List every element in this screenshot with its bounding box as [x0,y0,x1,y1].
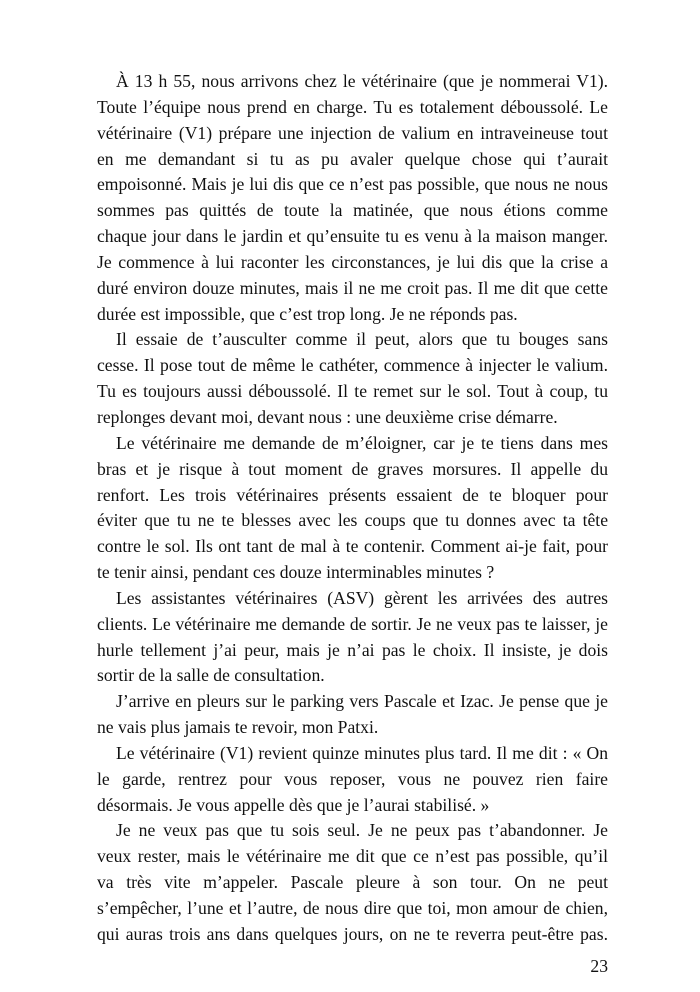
text-line: duré environ douze minutes, mais il ne me croit pas. Il me dit que cette [97,277,608,298]
text-line: sommes pas quittés de toute la matinée, que nous étions comme [97,200,608,221]
text-line: Tu es toujours aussi déboussolé. Il te remet sur le sol. Tout à coup, tu [97,381,608,402]
text-line: qui auras trois ans dans quelques jours, on ne te reverra peut-être pas. [97,923,608,944]
paragraph [97,69,608,327]
text-line: éviter que tu ne te blesses avec les coups que tu donnes avec ta tête [97,510,608,531]
paragraph [97,818,608,947]
text-line: hurle tellement j’ai peur, mais je n’ai pas le choix. Il insiste, je dois [97,639,608,660]
text-line: chaque jour dans le jardin et qu’ensuite tu es venu à la maison manger. [97,226,608,247]
text-line: Toute l’équipe nous prend en charge. Tu es totalement déboussolé. Le [97,96,608,117]
text-line: Le vétérinaire (V1) revient quinze minutes plus tard. Il me dit : « On [116,742,608,763]
text-line: J’arrive en pleurs sur le parking vers Pascale et Izac. Je pense que je [116,691,608,712]
paragraph [97,689,608,741]
text-line: empoisonné. Mais je lui dis que ce n’est pas possible, que nous ne nous [97,174,608,195]
text-line: ne vais plus jamais te revoir, mon Patxi. [97,717,379,738]
paragraph [97,586,608,689]
text-line: À 13 h 55, nous arrivons chez le vétérinaire (que je nommerai V1). [116,71,608,91]
text-line: clients. Le vétérinaire me demande de sortir. Je ne veux pas te laisser, je [97,613,608,634]
text-line: renfort. Les trois vétérinaires présents essaient de te bloquer pour [97,484,608,505]
paragraph [97,431,608,586]
paragraph [97,741,608,819]
body-text [97,69,608,948]
text-line: Je ne veux pas que tu sois seul. Je ne peux pas t’abandonner. Je [116,820,608,841]
text-line: s’empêcher, l’une et l’autre, de nous dire que toi, mon amour de chien, [97,898,608,918]
text-line: Les assistantes vétérinaires (ASV) gèrent les arrivées des autres [116,587,608,608]
text-line: va très vite m’appeler. Pascale pleure à son tour. On ne peut [97,872,608,893]
paragraph [97,327,608,430]
text-line: durée est impossible, que c’est trop long. Je ne réponds pas. [97,303,518,324]
text-line: bras et je risque à tout moment de graves morsures. Il appelle du [97,458,608,479]
text-line: veux rester, mais le vétérinaire me dit que ce n’est pas possible, qu’il [97,846,608,867]
text-line: Je commence à lui raconter les circonstances, je lui dis que la crise a [97,251,608,272]
text-line: Le vétérinaire me demande de m’éloigner, car je te tiens dans mes [116,432,608,453]
text-line: contre le sol. Ils ont tant de mal à te contenir. Comment ai-je fait, pour [97,536,608,557]
text-line: sortir de la salle de consultation. [97,665,325,686]
text-line: désormais. Je vous appelle dès que je l’aurai stabilisé. » [97,794,490,815]
text-line: replonges devant moi, devant nous : une deuxième crise démarre. [97,406,558,427]
text-line: le garde, rentrez pour vous reposer, vous ne pouvez rien faire [97,768,608,789]
text-line: vétérinaire (V1) prépare une injection de valium en intraveineuse tout [97,122,608,143]
text-line: en me demandant si tu as pu avaler quelque chose qui t’aurait [97,148,608,169]
page-number: 23 [590,956,608,976]
text-line: te tenir ainsi, pendant ces douze interminables minutes ? [97,562,495,583]
text-line: cesse. Il pose tout de même le cathéter, commence à injecter le valium. [97,355,608,376]
text-line: Il essaie de t’ausculter comme il peut, alors que tu bouges sans [116,329,608,350]
